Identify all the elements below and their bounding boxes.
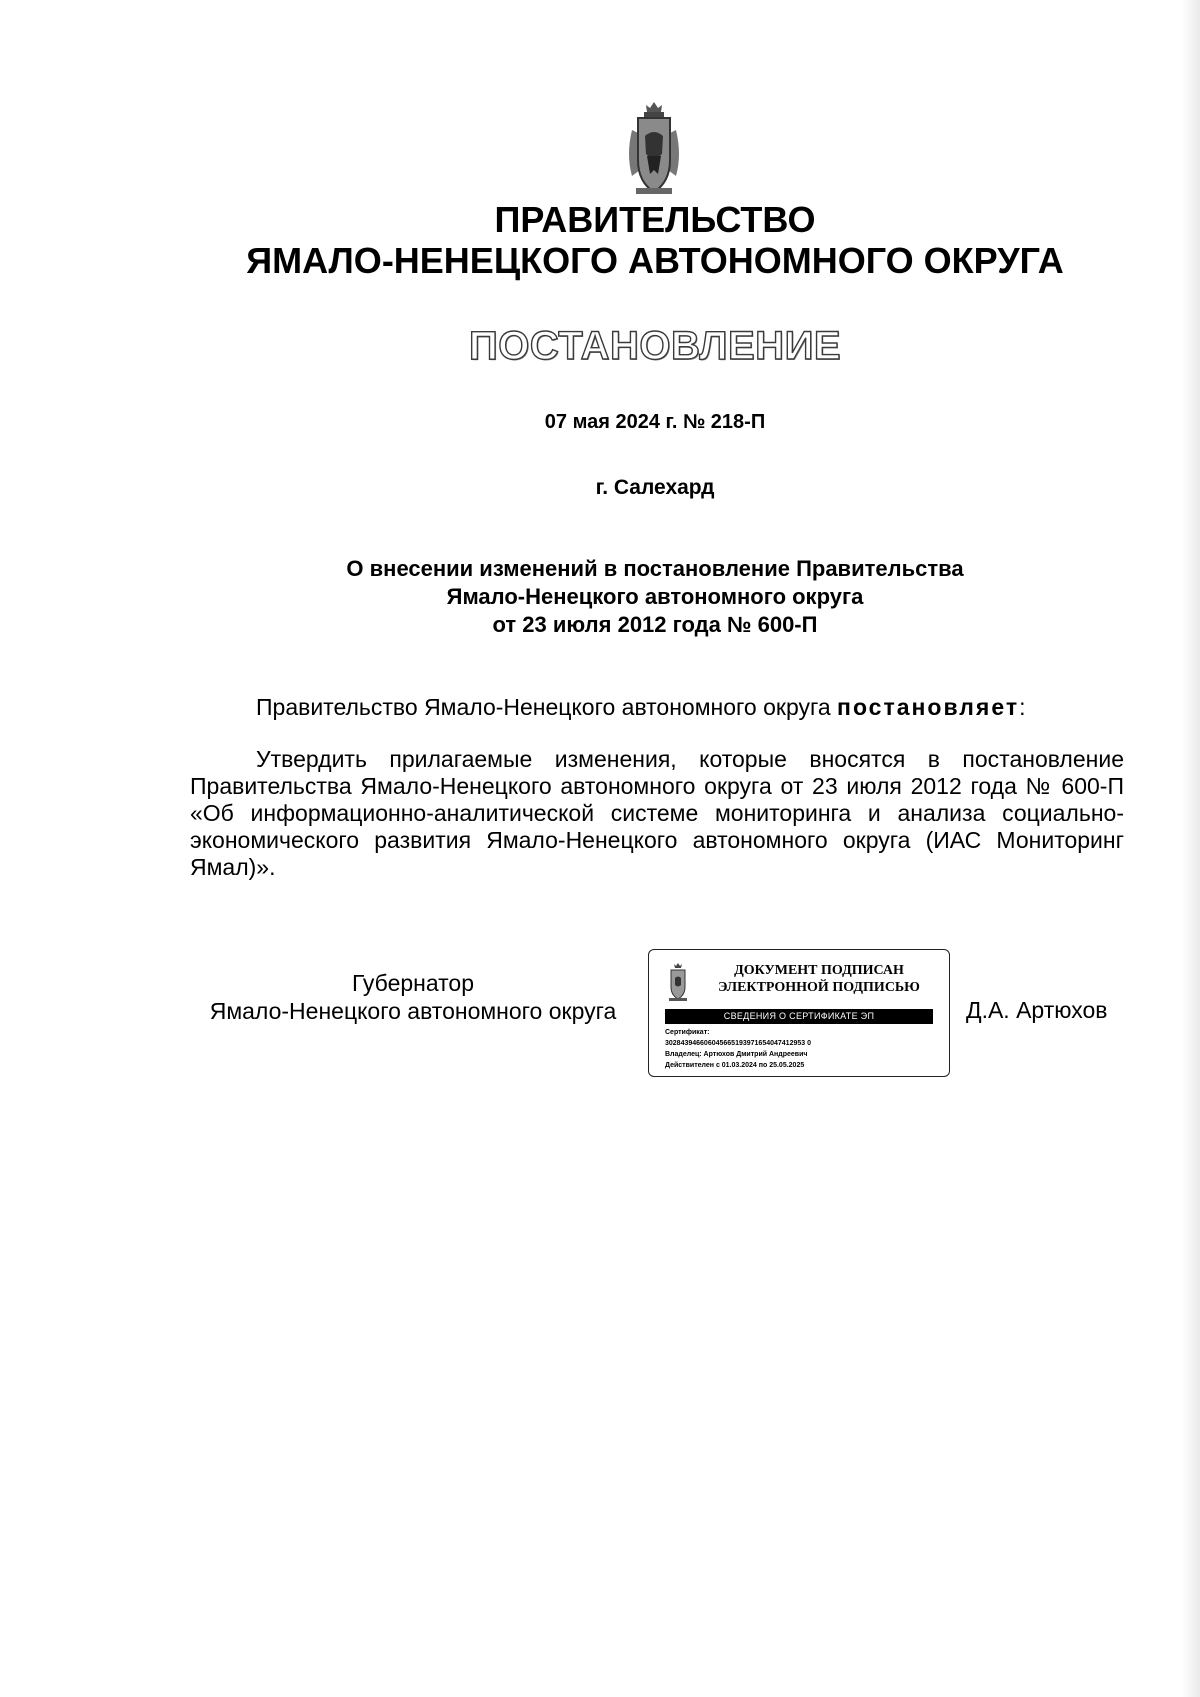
decree-date-number: 07 мая 2024 г. № 218-П <box>544 411 766 433</box>
subject-line1: О внесении изменений в постановление Правительства <box>346 556 964 581</box>
stamp-title-line1: ДОКУМЕНТ ПОДПИСАН <box>734 963 904 978</box>
electronic-signature-stamp <box>648 949 950 1077</box>
stamp-certificate-details <box>665 1027 940 1071</box>
signatory-name: Д.А. Артюхов <box>966 997 1108 1023</box>
document-type-heading: ПОСТАНОВЛЕНИЕ <box>468 324 841 368</box>
stamp-cert-value: 302843946606045665193971654047412953 0 <box>665 1040 811 1047</box>
resolves-prefix: Правительство Ямало-Ненецкого автономного округа <box>256 694 838 720</box>
resolves-line <box>256 693 1025 721</box>
subject-line2: Ямало-Ненецкого автономного округа <box>446 584 864 609</box>
stamp-title-line2: ЭЛЕКТРОННОЙ ПОДПИСЬЮ <box>718 980 920 995</box>
stamp-validity: Действителен с 01.03.2024 по 25.05.2025 <box>665 1062 805 1069</box>
decree-city: г. Салехард <box>595 476 715 499</box>
stamp-owner: Владелец: Артюхов Дмитрий Андреевич <box>665 1051 808 1058</box>
decree-subject <box>0 555 1200 639</box>
stamp-title <box>713 962 925 996</box>
coat-of-arms-icon <box>616 100 692 200</box>
subject-line3: от 23 июля 2012 года № 600-П <box>492 612 818 637</box>
signatory-position-line1: Губернатор <box>351 970 475 996</box>
stamp-emblem-icon <box>663 962 693 1002</box>
signatory-position-line2: Ямало-Ненецкого автономного округа <box>209 998 617 1024</box>
stamp-certificate-bar: СВЕДЕНИЯ О СЕРТИФИКАТЕ ЭП <box>665 1009 933 1024</box>
decree-paragraph: Утвердить прилагаемые изменения, которые вносятся в постановление Правительства Ямало-Ненецкого автономного округа от 23 июля 2012 года № 600-П «Об информационно-аналитической системе мониторинга и анализа социально-экономического развития Ямало-Ненецкого автономного округа (ИАС Мониторинг Ямал)». <box>190 746 1124 880</box>
resolves-suffix: : <box>1019 694 1026 720</box>
stamp-cert-label: Сертификат: <box>665 1029 710 1036</box>
signatory-position <box>190 969 636 1025</box>
resolves-keyword: постановляет <box>837 694 1020 720</box>
government-title-line1: ПРАВИТЕЛЬСТВО <box>494 199 816 240</box>
government-title-line2: ЯМАЛО-НЕНЕЦКОГО АВТОНОМНОГО ОКРУГА <box>246 240 1064 281</box>
